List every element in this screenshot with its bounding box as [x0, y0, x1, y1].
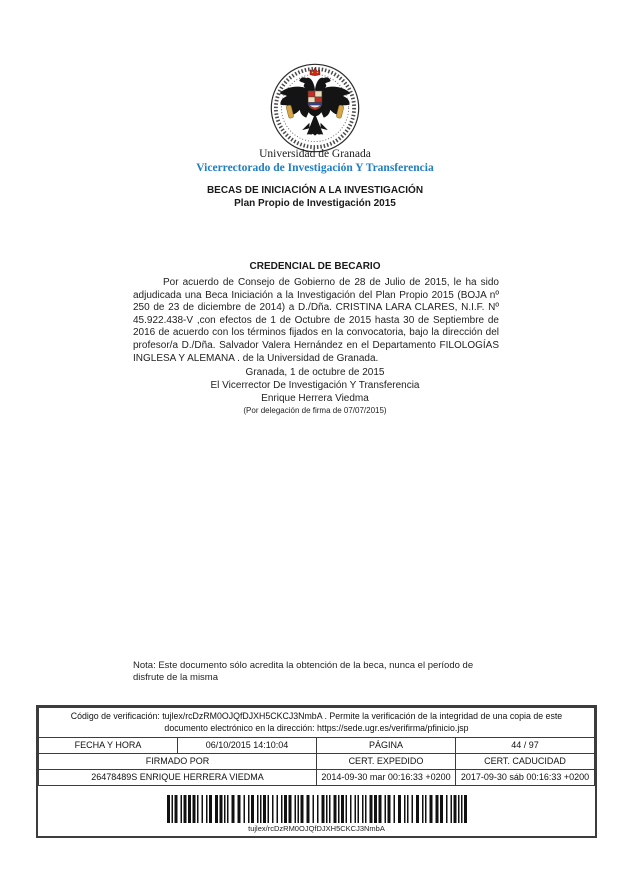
pagina-label: PÁGINA	[317, 738, 456, 754]
verification-code-line: Código de verificación: tujlex/rcDzRM0OJQfDJXH5CKCJ3NmbA . Permite la verificación de la integridad de una copia de este documento electrónico en la dirección: https://sede.ugr.es/verifirma/pfinicio.jsp	[39, 708, 595, 738]
signature-place-date: Granada, 1 de octubre de 2015	[245, 367, 385, 378]
barcode-caption: tujlex/rcDzRM0OJQfDJXH5CKCJ3NmbA	[248, 824, 385, 833]
footnote: Nota: Este documento sólo acredita la obtención de la beca, nunca el período de disfrute de la misma	[133, 660, 474, 683]
ugr-coat-of-arms-icon	[269, 62, 361, 154]
university-name: Universidad de Granada	[259, 148, 371, 160]
signer-title: El Vicerrector De Investigación Y Transferencia	[210, 379, 420, 391]
cert-caducidad-value: 2017-09-30 sáb 00:16:33 +0200	[456, 770, 595, 786]
vicerrectorado-line: Vicerrectorado de Investigación Y Transferencia	[196, 162, 434, 174]
program-title	[0, 184, 630, 210]
cert-caducidad-label: CERT. CADUCIDAD	[456, 754, 595, 770]
program-line2: Plan Propio de Investigación 2015	[234, 198, 396, 209]
cert-expedido-label: CERT. EXPEDIDO	[317, 754, 456, 770]
barcode-bars-icon	[38, 795, 595, 823]
verification-table	[38, 707, 595, 786]
body-paragraph: Por acuerdo de Consejo de Gobierno de 28 de Julio de 2015, le ha sido adjudicada una Beca Iniciación a la Investigación del Plan Propio 2015 (BOJA nº 250 de 23 de diciembre de 2014) a D./Dña. CRISTINA LARA CLARES, N.I.F. Nº 45.922.438-V ,con efectos de 1 de Octubre de 2015 hasta 30 de Septiembre de 2016 de acuerdo con los términos fijados en la convocatoria, bajo la dirección del profesor/a D./Dña. Salvador Valera Hernández en el Departamento FILOLOGÍAS INGLESA Y ALEMANA . de la Universidad de Granada.	[133, 277, 499, 364]
fecha-hora-value: 06/10/2015 14:10:04	[178, 738, 317, 754]
firmado-por-value: 26478489S ENRIQUE HERRERA VIEDMA	[39, 770, 317, 786]
cert-expedido-value: 2014-09-30 mar 00:16:33 +0200	[317, 770, 456, 786]
barcode-section	[38, 786, 595, 836]
signature-block	[0, 367, 630, 416]
delegation-note: (Por delegación de firma de 07/07/2015)	[243, 406, 387, 416]
document-title: CREDENCIAL DE BECARIO	[249, 261, 381, 272]
program-line1: BECAS DE INICIACIÓN A LA INVESTIGACIÓN	[206, 185, 424, 196]
fecha-hora-label: FECHA Y HORA	[39, 738, 178, 754]
pagina-value: 44 / 97	[456, 738, 595, 754]
signer-name: Enrique Herrera Viedma	[261, 392, 369, 404]
firmado-por-label: FIRMADO POR	[39, 754, 317, 770]
verification-box	[36, 705, 597, 838]
